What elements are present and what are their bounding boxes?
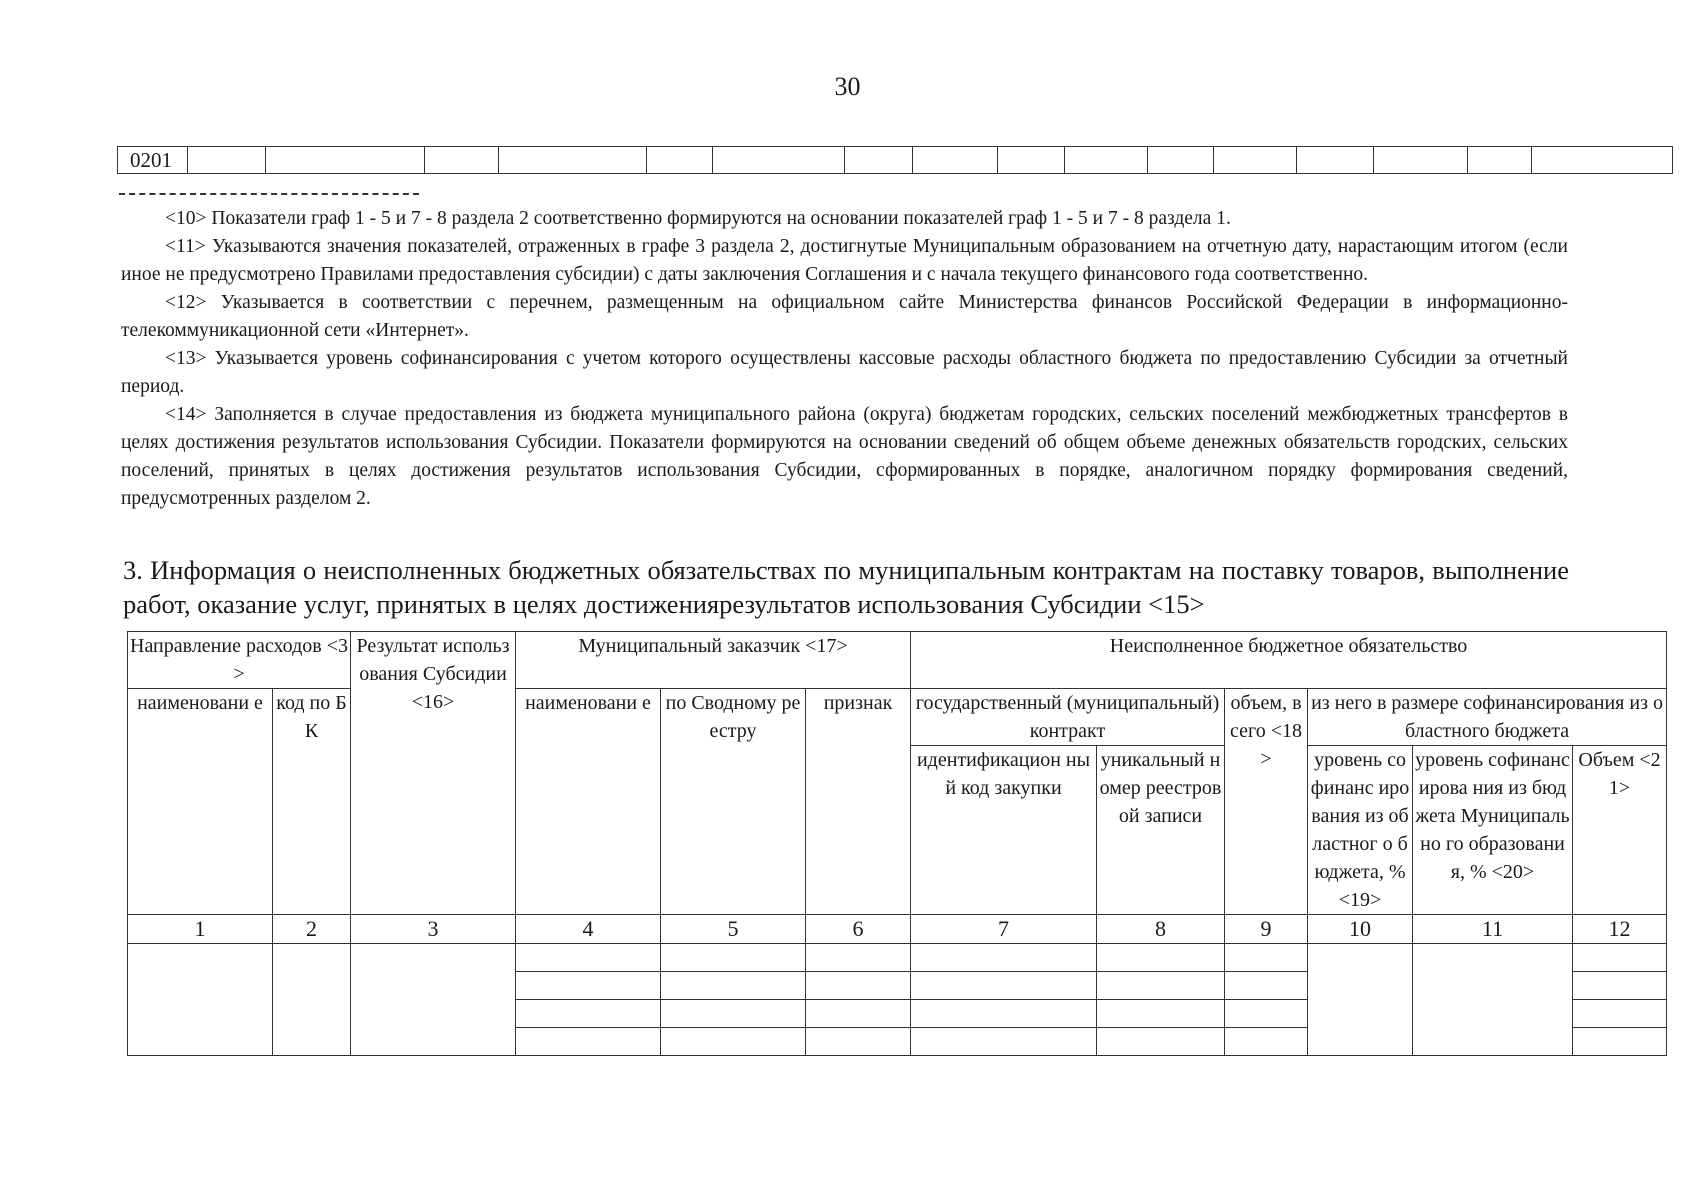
header-unexecuted: Неисполненное бюджетное обязательство bbox=[911, 632, 1667, 689]
header-customer-name: наименовани е bbox=[516, 689, 661, 915]
page-number: 30 bbox=[834, 72, 861, 101]
column-number: 9 bbox=[1225, 915, 1308, 944]
column-number: 4 bbox=[516, 915, 661, 944]
column-number-row bbox=[128, 915, 1667, 944]
footnote-13: <13> Указывается уровень софинансирования с учетом которого осуществлены кассовые расходы областного бюджета по предоставлению Субсидии за отчетный период. bbox=[121, 348, 1568, 397]
top-summary-row bbox=[117, 146, 1673, 174]
header-cofin-regional: уровень софинанс ирования из областног о бюджета, % <19> bbox=[1308, 746, 1413, 915]
header-bk-code: код по БК bbox=[273, 689, 351, 915]
section-3-title: 3. Информация о неисполненных бюджетных обязательствах по муниципальным контрактам на поставку товаров, выполнение работ, оказание услуг, принятых в целях достижениярезультатов использования Субсидии <15> bbox=[123, 555, 1569, 619]
footnote-12: <12> Указывается в соответствии с перечнем, размещенным на официальном сайте Министерства финансов Российской Федерации в информационно-телекоммуникационной сети «Интернет». bbox=[121, 292, 1568, 341]
header-cofin-municipal: уровень софинансирова ния из бюджета Муниципально го образования, % <20> bbox=[1413, 746, 1573, 915]
column-number: 1 bbox=[128, 915, 273, 944]
header-cofinancing: из него в размере софинансирования из областного бюджета bbox=[1308, 689, 1667, 746]
header-attribute: признак bbox=[806, 689, 911, 915]
header-name: наименовани е bbox=[128, 689, 273, 915]
table-row bbox=[128, 944, 1667, 972]
unexecuted-obligations-table bbox=[127, 631, 1667, 1056]
header-record-number: уникальный номер реестровой записи bbox=[1097, 746, 1225, 915]
column-number: 2 bbox=[273, 915, 351, 944]
column-number: 5 bbox=[661, 915, 806, 944]
top-row bbox=[118, 147, 1673, 174]
footnote-11: <11> Указываются значения показателей, отраженных в графе 3 раздела 2, достигнутые Муниципальным образованием на отчетную дату, нарастающим итогом (если иное не предусмотрено Правилами предоставления субсидии) с даты заключения Соглашения и с начала текущего финансового года соответственно. bbox=[121, 236, 1568, 285]
footnotes bbox=[121, 205, 1568, 513]
header-cofin-volume: Объем <21> bbox=[1573, 746, 1667, 915]
header-volume-total: объем, всего <18> bbox=[1225, 689, 1308, 915]
header-customer: Муниципальный заказчик <17> bbox=[516, 632, 911, 689]
header-result: Результат использования Субсидии <16> bbox=[351, 632, 516, 915]
header-row-1 bbox=[128, 632, 1667, 689]
footnote-14: <14> Заполняется в случае предоставления из бюджета муниципального района (округа) бюджетам городских, сельских поселений межбюджетных трансфертов в целях достижения результатов использования Субсидии. Показатели формируются на основании сведений об общем объеме денежных обязательств городских, сельских поселений, принятых в целях достижения результатов использования Субсидии, сформированных в порядке, аналогичном порядку формирования сведений, предусмотренных разделом 2. bbox=[121, 404, 1568, 509]
top-row-code: 0201 bbox=[118, 147, 188, 174]
header-registry: по Сводному реестру bbox=[661, 689, 806, 915]
column-number: 8 bbox=[1097, 915, 1225, 944]
footnote-10: <10> Показатели граф 1 - 5 и 7 - 8 раздела 2 соответственно формируются на основании показателей граф 1 - 5 и 7 - 8 раздела 1. bbox=[165, 208, 1231, 229]
footnote-separator bbox=[119, 193, 419, 195]
header-contract: государственный (муниципальный) контракт bbox=[911, 689, 1225, 746]
column-number: 3 bbox=[351, 915, 516, 944]
header-direction: Направление расходов <3> bbox=[128, 632, 351, 689]
column-number: 6 bbox=[806, 915, 911, 944]
column-number: 12 bbox=[1573, 915, 1667, 944]
column-number: 10 bbox=[1308, 915, 1413, 944]
column-number: 7 bbox=[911, 915, 1097, 944]
header-purchase-code: идентификацион ный код закупки bbox=[911, 746, 1097, 915]
column-number: 11 bbox=[1413, 915, 1573, 944]
